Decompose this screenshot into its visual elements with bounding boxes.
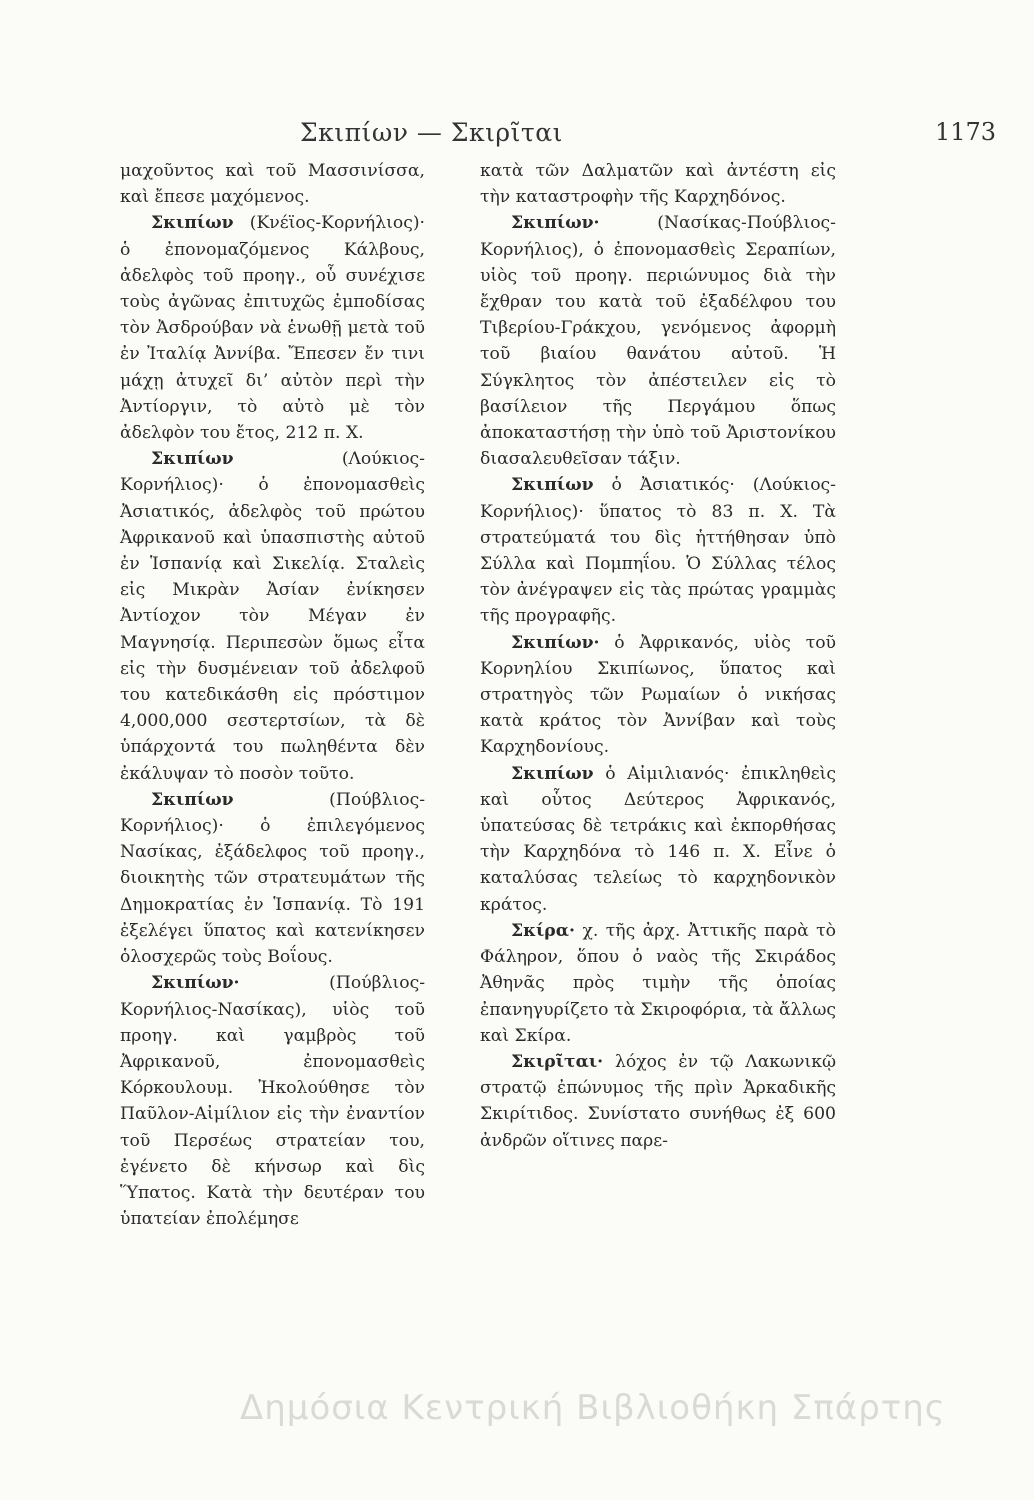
dictionary-entry bbox=[480, 630, 836, 761]
entry-headword: Σκιπίων bbox=[150, 213, 234, 234]
dictionary-entry bbox=[120, 970, 425, 1232]
entry-headword: Σκιπίων· bbox=[510, 632, 600, 653]
entry-text: χ. τῆς ἀρχ. Ἀττικῆς παρὰ τὸ Φάληρον, ὅπου ὁ ναὸς τῆς Σκιράδος Ἀθηνᾶς πρὸς τιμὴν τῆς ὁποίας ἐπανηγυρίζετο τὰ Σκιροφόρια, τὰ ἄλλως καὶ Σκίρα. bbox=[480, 920, 837, 1046]
entry-headword: Σκιπίων bbox=[150, 449, 234, 470]
entry-text: ὁ Ἀφρικανός, υἱὸς τοῦ Κορνηλίου Σκιπίωνος, ὕπατος καὶ στρατηγὸς τῶν Ρωμαίων ὁ νικήσας κατὰ κράτος τὸν Ἀννίβαν καὶ τοὺς Καρχηδονίους. bbox=[480, 632, 836, 758]
dictionary-entry bbox=[480, 1049, 836, 1154]
dictionary-entry bbox=[120, 158, 425, 210]
entry-text: (Κνέϊος-Κορνήλιος)· ὁ ἐπονομαζόμενος Κάλβους, ἀδελφὸς τοῦ προηγ., οὗ συνέχισε τοὺς ἀγῶνας ἐπιτυχῶς ἐμποδίσας τὸν Ἀσδρούβαν νὰ ἑνωθῇ μετὰ τοῦ ἐν Ἰταλίᾳ Ἀννίβα. Ἔπεσεν ἔν τινι μάχῃ ἀτυχεῖ δι’ αὐτὸν περὶ τὴν Ἀντίοργιν, τὸ αὐτὸ μὲ τὸν ἀδελφὸν του ἔτος, 212 π. Χ. bbox=[120, 213, 425, 444]
entry-headword: Σκίρα· bbox=[510, 920, 575, 941]
entry-text: κατὰ τῶν Δαλματῶν καὶ ἀντέστη εἰς τὴν καταστροφὴν τῆς Καρχηδόνος. bbox=[480, 161, 836, 208]
dictionary-entry bbox=[120, 446, 425, 787]
entry-headword: Σκιπίων bbox=[510, 763, 594, 784]
entry-text: (Λούκιος-Κορνήλιος)· ὁ ἐπονομασθεὶς Ἀσιατικός, ἀδελφὸς τοῦ πρώτου Ἀφρικανοῦ καὶ ὑπασπιστὴς αὐτοῦ ἐν Ἱσπανίᾳ καὶ Σικελίᾳ. Σταλεὶς εἰς Μικρὰν Ἀσίαν ἐνίκησεν Ἀντίοχον τὸν Μέγαν ἐν Μαγνησίᾳ. Περιπεσὼν ὅμως εἶτα εἰς τὴν δυσμένειαν τοῦ ἀδελφοῦ του κατεδικάσθη εἰς πρόστιμον 4,000,000 σεστερτσίων, τὰ δὲ ὑπάρχοντά του πωληθέντα δὲν ἐκάλυψαν τὸ ποσὸν τοῦτο. bbox=[120, 449, 425, 784]
dictionary-entry bbox=[480, 158, 836, 210]
entry-headword: Σκιπίων· bbox=[150, 973, 240, 994]
dictionary-entry bbox=[480, 761, 836, 918]
dictionary-entry bbox=[480, 472, 836, 629]
dictionary-entry bbox=[480, 210, 836, 472]
entry-text: λόχος ἐν τῷ Λακωνικῷ στρατῷ ἐπώνυμος τῆς πρὶν Ἀρκαδικῆς Σκιρίτιδος. Συνίστατο συνήθως ἐξ 600 ἀνδρῶν οἵτινες παρε- bbox=[480, 1051, 836, 1151]
entry-headword: Σκιπίων bbox=[510, 475, 594, 496]
entry-text: (Πούβλιος-Κορνήλιος)· ὁ ἐπιλεγόμενος Νασίκας, ἐξάδελφος τοῦ προηγ., διοικητὴς τῶν στρατευμάτων τῆς Δημοκρατίας ἐν Ἱσπανίᾳ. Τὸ 191 ἐξελέγει ὕπατος καὶ κατενίκησεν ὁλοσχερῶς τοὺς Βοΐους. bbox=[120, 789, 425, 968]
dictionary-entry bbox=[480, 918, 836, 1049]
entry-text: μαχοῦντος καὶ τοῦ Μασσινίσσα, καὶ ἔπεσε μαχόμενος. bbox=[120, 161, 425, 208]
dictionary-entry bbox=[120, 210, 425, 446]
entry-headword: Σκιρῖται· bbox=[510, 1051, 604, 1072]
left-column bbox=[120, 158, 425, 1232]
page-number: 1173 bbox=[935, 118, 997, 146]
entry-text: ὁ Αἰμιλιανός· ἐπικληθεὶς καὶ οὗτος Δεύτερος Ἀφρικανός, ὑπατεύσας δὲ τετράκις καὶ ἐκπορθήσας τὴν Καρχηδόνα τὸ 146 π. Χ. Εἶνε ὁ καταλύσας τελείως τὸ καρχηδονικὸν κράτος. bbox=[480, 763, 836, 915]
library-watermark: Δημόσια Κεντρική Βιβλιοθήκη Σπάρτης bbox=[240, 1388, 946, 1428]
running-head: Σκιπίων — Σκιρῖται bbox=[300, 118, 563, 147]
right-column bbox=[480, 158, 836, 1154]
dictionary-entry bbox=[120, 787, 425, 970]
entry-text: (Νασίκας-Πούβλιος-Κορνήλιος), ὁ ἐπονομασθεὶς Σεραπίων, υἱὸς τοῦ προηγ. περιώνυμος διὰ τὴν ἔχθραν του κατὰ τοῦ ἐξαδέλφου του Τιβερίου-Γράκχου, γενόμενος ἀφορμὴ τοῦ βιαίου θανάτου αὐτοῦ. Ἡ Σύγκλητος τὸν ἀπέστειλεν εἰς τὸ βασίλειον τῆς Περγάμου ὅπως ἀποκαταστήσῃ τὴν ὑπὸ τοῦ Ἀριστονίκου διασαλευθεῖσαν τάξιν. bbox=[480, 213, 836, 470]
entry-headword: Σκιπίων bbox=[150, 789, 234, 810]
entry-headword: Σκιπίων· bbox=[510, 213, 600, 234]
page-header bbox=[0, 118, 1034, 148]
entry-text: ὁ Ἀσιατικός· (Λούκιος-Κορνήλιος)· ὕπατος τὸ 83 π. Χ. Τὰ στρατεύματά του δὶς ἡττήθησαν ὑπὸ Σύλλα καὶ Πομπηΐου. Ὁ Σύλλας τέλος τὸν ἀνέγραψεν εἰς τὰς πρώτας γραμμὰς τῆς προγραφῆς. bbox=[480, 475, 836, 627]
entry-text: (Πούβλιος-Κορνήλιος-Νασίκας), υἱὸς τοῦ προηγ. καὶ γαμβρὸς τοῦ Ἀφρικανοῦ, ἐπονομασθεὶς Κόρκουλουμ. Ἠκολούθησε τὸν Παῦλον-Αἰμίλιον εἰς τὴν ἐναντίον τοῦ Περσέως στρατείαν του, ἐγένετο δὲ κήνσωρ καὶ δὶς Ὕπατος. Κατὰ τὴν δευτέραν του ὑπατείαν ἐπολέμησε bbox=[120, 973, 425, 1230]
